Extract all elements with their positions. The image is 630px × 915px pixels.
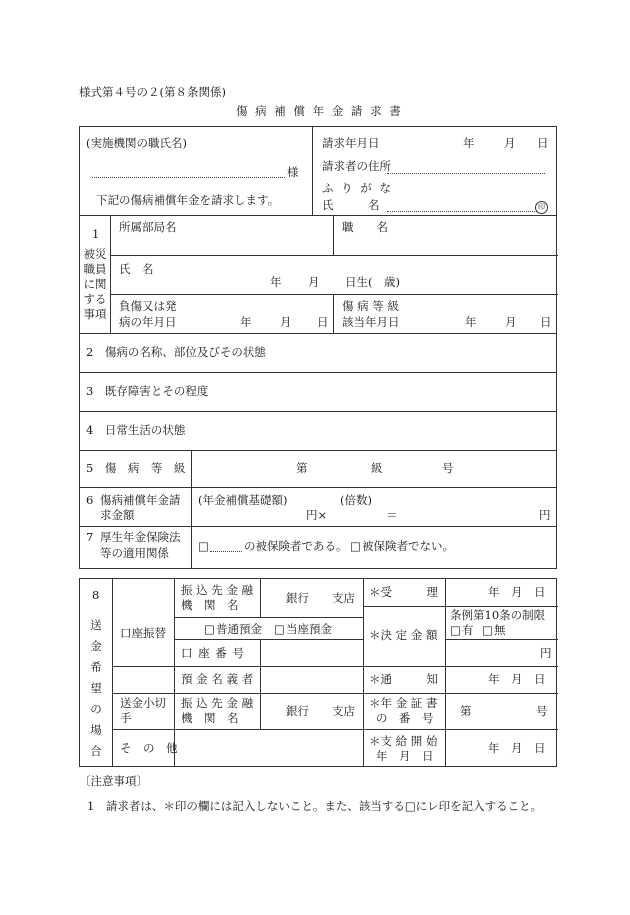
row7-label-2: 等の適用関係 <box>100 546 169 560</box>
row5-dai: 第 <box>296 461 308 475</box>
decision-has-checkbox[interactable]: □ <box>450 623 461 637</box>
request-date-hi: 日 <box>537 136 549 150</box>
check-label-1: 送金小切 <box>120 696 166 710</box>
received-label: ＊受 理 <box>369 585 438 599</box>
check-label-2: 手 <box>120 711 132 725</box>
start-date: 年 月 日 <box>488 741 546 755</box>
ordinary-deposit-checkbox[interactable]: □ <box>204 622 215 636</box>
pay-hline-b <box>174 639 363 640</box>
row-rule-3 <box>80 411 556 412</box>
claimant-name-label: 氏 名 <box>322 198 380 212</box>
furigana-label: ふ り が な <box>322 181 393 195</box>
victim-vert-1 <box>333 215 334 255</box>
decision-note: 条例第10条の制限 <box>450 608 546 622</box>
victim-rule-2 <box>110 294 558 295</box>
row-rule-4 <box>80 450 556 451</box>
victim-section-number: 1 <box>92 227 100 241</box>
row7-insured-blank[interactable] <box>210 551 242 552</box>
bank-label-2: 機 関 名 <box>181 598 239 612</box>
form-number: 様式第４号の２(第８条関係) <box>79 85 226 99</box>
cert-go: 号 <box>536 704 548 718</box>
account-holder-label: 預 金 名 義 者 <box>181 672 254 686</box>
sama-label: 様 <box>287 165 299 179</box>
pay-vline-5 <box>445 579 446 766</box>
received-date: 年 月 日 <box>488 585 546 599</box>
row-label-divider <box>191 450 192 569</box>
current-deposit-checkbox[interactable]: □ <box>274 622 285 636</box>
row7-not-insured-checkbox[interactable]: □ <box>350 539 361 553</box>
row6-number: 6 <box>86 493 94 507</box>
victim-section <box>79 215 557 334</box>
pay-hline-r5 <box>363 729 558 730</box>
bank-label-1: 振 込 先 金 融 <box>181 583 254 597</box>
official-label: (実施機関の職氏名) <box>86 136 187 150</box>
pay-vline-3c <box>260 693 261 729</box>
grade-tsuki: 月 <box>505 315 517 329</box>
pay-vline-4 <box>363 579 364 766</box>
decision-none-label: 無 <box>494 623 506 637</box>
pay-vline-3 <box>260 579 261 617</box>
request-text: 下記の傷病補償年金を請求します。 <box>96 193 280 207</box>
victim-section-label: 被災 職員 に関 する 事項 <box>83 247 107 321</box>
row7-insured-checkbox[interactable]: □ <box>198 539 209 553</box>
row7-insured-text: の被保険者である。 <box>244 539 348 553</box>
start-label-1: ＊支 給 開 始 <box>369 734 438 748</box>
address-label: 請求者の住所 <box>322 159 391 173</box>
decision-none-checkbox[interactable]: □ <box>482 623 493 637</box>
cert-label-2: の 番 号 <box>376 711 434 725</box>
grade-date-label-1: 傷 病 等 級 <box>342 299 399 313</box>
transfer-label: 口座振替 <box>120 626 166 640</box>
official-name-line[interactable] <box>92 177 285 178</box>
other-label: そ の 他 <box>120 741 178 755</box>
row-rule-6 <box>80 526 556 527</box>
notice-date: 年 月 日 <box>488 672 546 686</box>
injury-tsuki: 月 <box>280 315 292 329</box>
row7-label-1: 厚生年金保険法 <box>100 530 181 544</box>
top-block <box>79 126 557 216</box>
payment-section-label: 送 金 希 望 の 場 合 <box>90 618 102 758</box>
form-title: 傷 病 補 償 年 金 請 求 書 <box>236 104 403 118</box>
row6-yen-x: 円× <box>306 508 328 522</box>
notice-label: ＊通 知 <box>369 672 438 686</box>
check-bank-label-1: 振 込 先 金 融 <box>181 696 254 710</box>
injury-hi: 日 <box>317 315 329 329</box>
birth-nen: 年 <box>270 275 282 289</box>
row6-label-1: 傷病補償年金請 <box>100 493 181 507</box>
row3-label: 3 既存障害とその程度 <box>86 384 209 398</box>
birth-suffix: 日生( 歳) <box>345 275 400 289</box>
decision-yen: 円 <box>540 646 552 660</box>
pay-hline-r1 <box>363 606 558 607</box>
pay-hline-r3 <box>363 666 558 667</box>
claimant-name-line[interactable] <box>387 211 537 212</box>
request-date-label: 請求年月日 <box>322 136 380 150</box>
current-deposit-label: 当座預金 <box>286 622 332 636</box>
check-bank-label-2: 機 関 名 <box>181 711 239 725</box>
post-label: 職 名 <box>342 220 388 234</box>
row5-go: 号 <box>442 461 454 475</box>
decision-has-label: 有 <box>462 623 474 637</box>
pay-hline-r4 <box>363 693 558 694</box>
injury-date-label-2: 病の年月日 <box>119 315 177 329</box>
payment-section <box>79 578 557 767</box>
row4-label: 4 日常生活の状態 <box>86 423 186 437</box>
row5-kyu: 級 <box>371 461 383 475</box>
pay-hline-d <box>112 693 363 694</box>
ordinary-deposit-label: 普通預金 <box>216 622 262 636</box>
victim-name-label: 氏 名 <box>119 262 154 276</box>
pay-hline-c <box>112 666 363 667</box>
dept-label: 所属部局名 <box>119 220 177 234</box>
pay-hline-a <box>174 617 363 618</box>
grade-nen: 年 <box>465 315 477 329</box>
row7-not-insured-text: 被保険者でない。 <box>362 539 454 553</box>
request-date-tsuki: 月 <box>504 136 516 150</box>
row5-label: 5 傷 病 等 級 <box>86 461 186 475</box>
request-date-nen: 年 <box>463 136 475 150</box>
row6-equals: ＝ <box>386 508 398 522</box>
row-rule-5 <box>80 487 556 488</box>
cert-dai: 第 <box>460 704 472 718</box>
payment-section-number: 8 <box>92 588 100 602</box>
row6-times-label: (倍数) <box>340 493 372 507</box>
notes-item-1: 1 請求者は、＊印の欄には記入しないこと。また、該当する□にレ印を記入すること。 <box>87 799 543 813</box>
address-line[interactable] <box>387 173 545 174</box>
row6-label-2: 求金額 <box>100 508 135 522</box>
bank-value[interactable]: 銀行 支店 <box>286 591 355 605</box>
check-bank-value[interactable]: 銀行 支店 <box>286 704 355 718</box>
pay-hline-r2 <box>445 639 558 640</box>
injury-nen: 年 <box>240 315 252 329</box>
victim-rule-1 <box>110 255 558 256</box>
cert-label-1: ＊年 金 証 書 <box>369 696 438 710</box>
pay-hline-e <box>112 729 363 730</box>
pay-vline-2 <box>174 579 175 766</box>
row6-yen: 円 <box>539 508 551 522</box>
injury-date-label-1: 負傷又は発 <box>119 299 177 313</box>
row7-number: 7 <box>86 530 94 544</box>
pay-vline-1 <box>112 579 113 766</box>
decision-label: ＊決 定 金 額 <box>369 628 438 642</box>
row2-label: 2 傷病の名称、部位及びその状態 <box>86 345 266 359</box>
victim-label-divider <box>110 215 111 333</box>
victim-vert-2 <box>333 294 334 334</box>
notes-heading: 〔注意事項〕 <box>79 774 148 788</box>
top-divider <box>312 127 313 215</box>
account-number-label: 口 座 番 号 <box>181 646 245 660</box>
birth-tsuki: 月 <box>308 275 320 289</box>
row-rule-2 <box>80 372 556 373</box>
rows-block <box>79 333 557 569</box>
start-label-2: 年 月 日 <box>376 749 434 763</box>
seal-mark: 印 <box>535 200 548 214</box>
row6-base-label: (年金補償基礎額) <box>198 493 288 507</box>
grade-hi: 日 <box>540 315 552 329</box>
grade-date-label-2: 該当年月日 <box>342 315 400 329</box>
